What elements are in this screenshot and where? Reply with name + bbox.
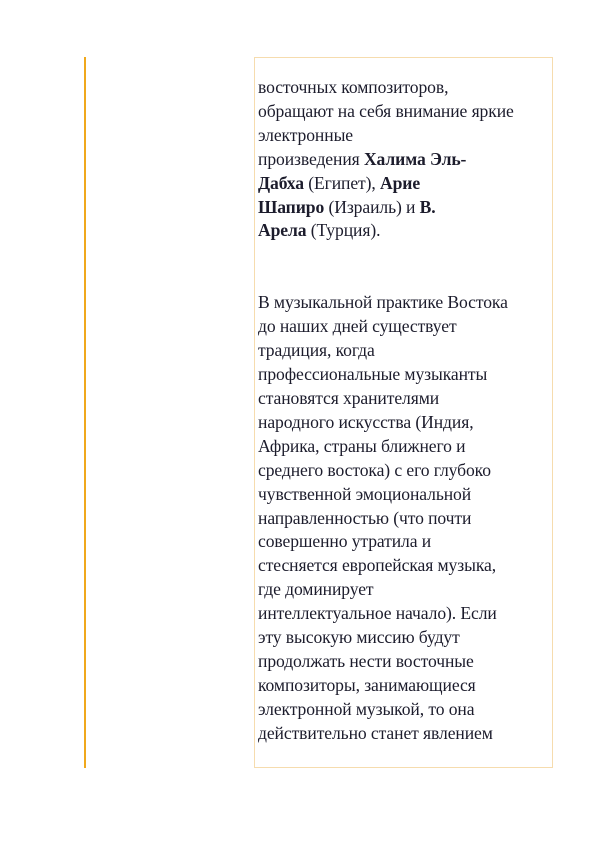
text-line: до наших дней существует [258,316,457,337]
text-line: действительно станет явлением [258,722,493,743]
text-line [258,100,550,124]
text-line: среднего востока) с его глубоко [258,459,491,480]
text-line: эту высокую миссию будут [258,627,460,648]
bold-name-run: Халима Эль- [363,148,467,169]
paragraph-spacer [258,243,550,291]
bold-name-run: Арие [380,172,421,193]
text-line [258,219,550,243]
text-line: становятся хранителями [258,387,440,408]
text-line: интеллектуальное начало). Если [258,603,497,624]
text-line [258,76,550,100]
text-line: традиция, когда [258,340,375,361]
paragraph-composers [258,76,550,243]
bold-name-run: Арела [258,220,307,241]
text-run: (Турция). [306,220,381,241]
text-line: Африка, страны ближнего и [258,435,466,456]
text-line [258,172,550,196]
text-line [258,196,550,220]
paragraph-eastern-tradition [258,291,550,745]
bold-name-run: В. [419,196,436,217]
text-run: обращают на себя внимание яркие [258,100,514,121]
text-run: (Израиль) и [324,196,420,217]
left-margin-rule [84,57,86,768]
text-line: направленностью (что почти [258,507,472,528]
text-run: восточных композиторов, [258,77,449,97]
bold-name-run: Дабха [258,172,304,193]
text-line: электронной музыкой, то она [258,698,475,719]
text-run: (Египет), [303,172,380,193]
text-line: профессиональные музыканты [258,364,488,385]
text-line: чувственной эмоциональной [258,483,472,504]
text-line: совершенно утратила и [258,531,432,552]
text-line [258,124,550,148]
text-line: стесняется европейская музыка, [258,555,497,576]
text-line: композиторы, занимающиеся [258,674,476,695]
text-line: где доминирует [258,579,374,600]
text-run: произведения [258,148,364,169]
text-line: продолжать нести восточные [258,650,474,671]
text-line [258,148,550,172]
bold-name-run: Шапиро [258,196,325,217]
text-column [258,76,550,746]
text-line: народного искусства (Индия, [258,411,474,432]
text-line: В музыкальной практике Востока [258,292,508,313]
text-run: электронные [258,124,353,145]
